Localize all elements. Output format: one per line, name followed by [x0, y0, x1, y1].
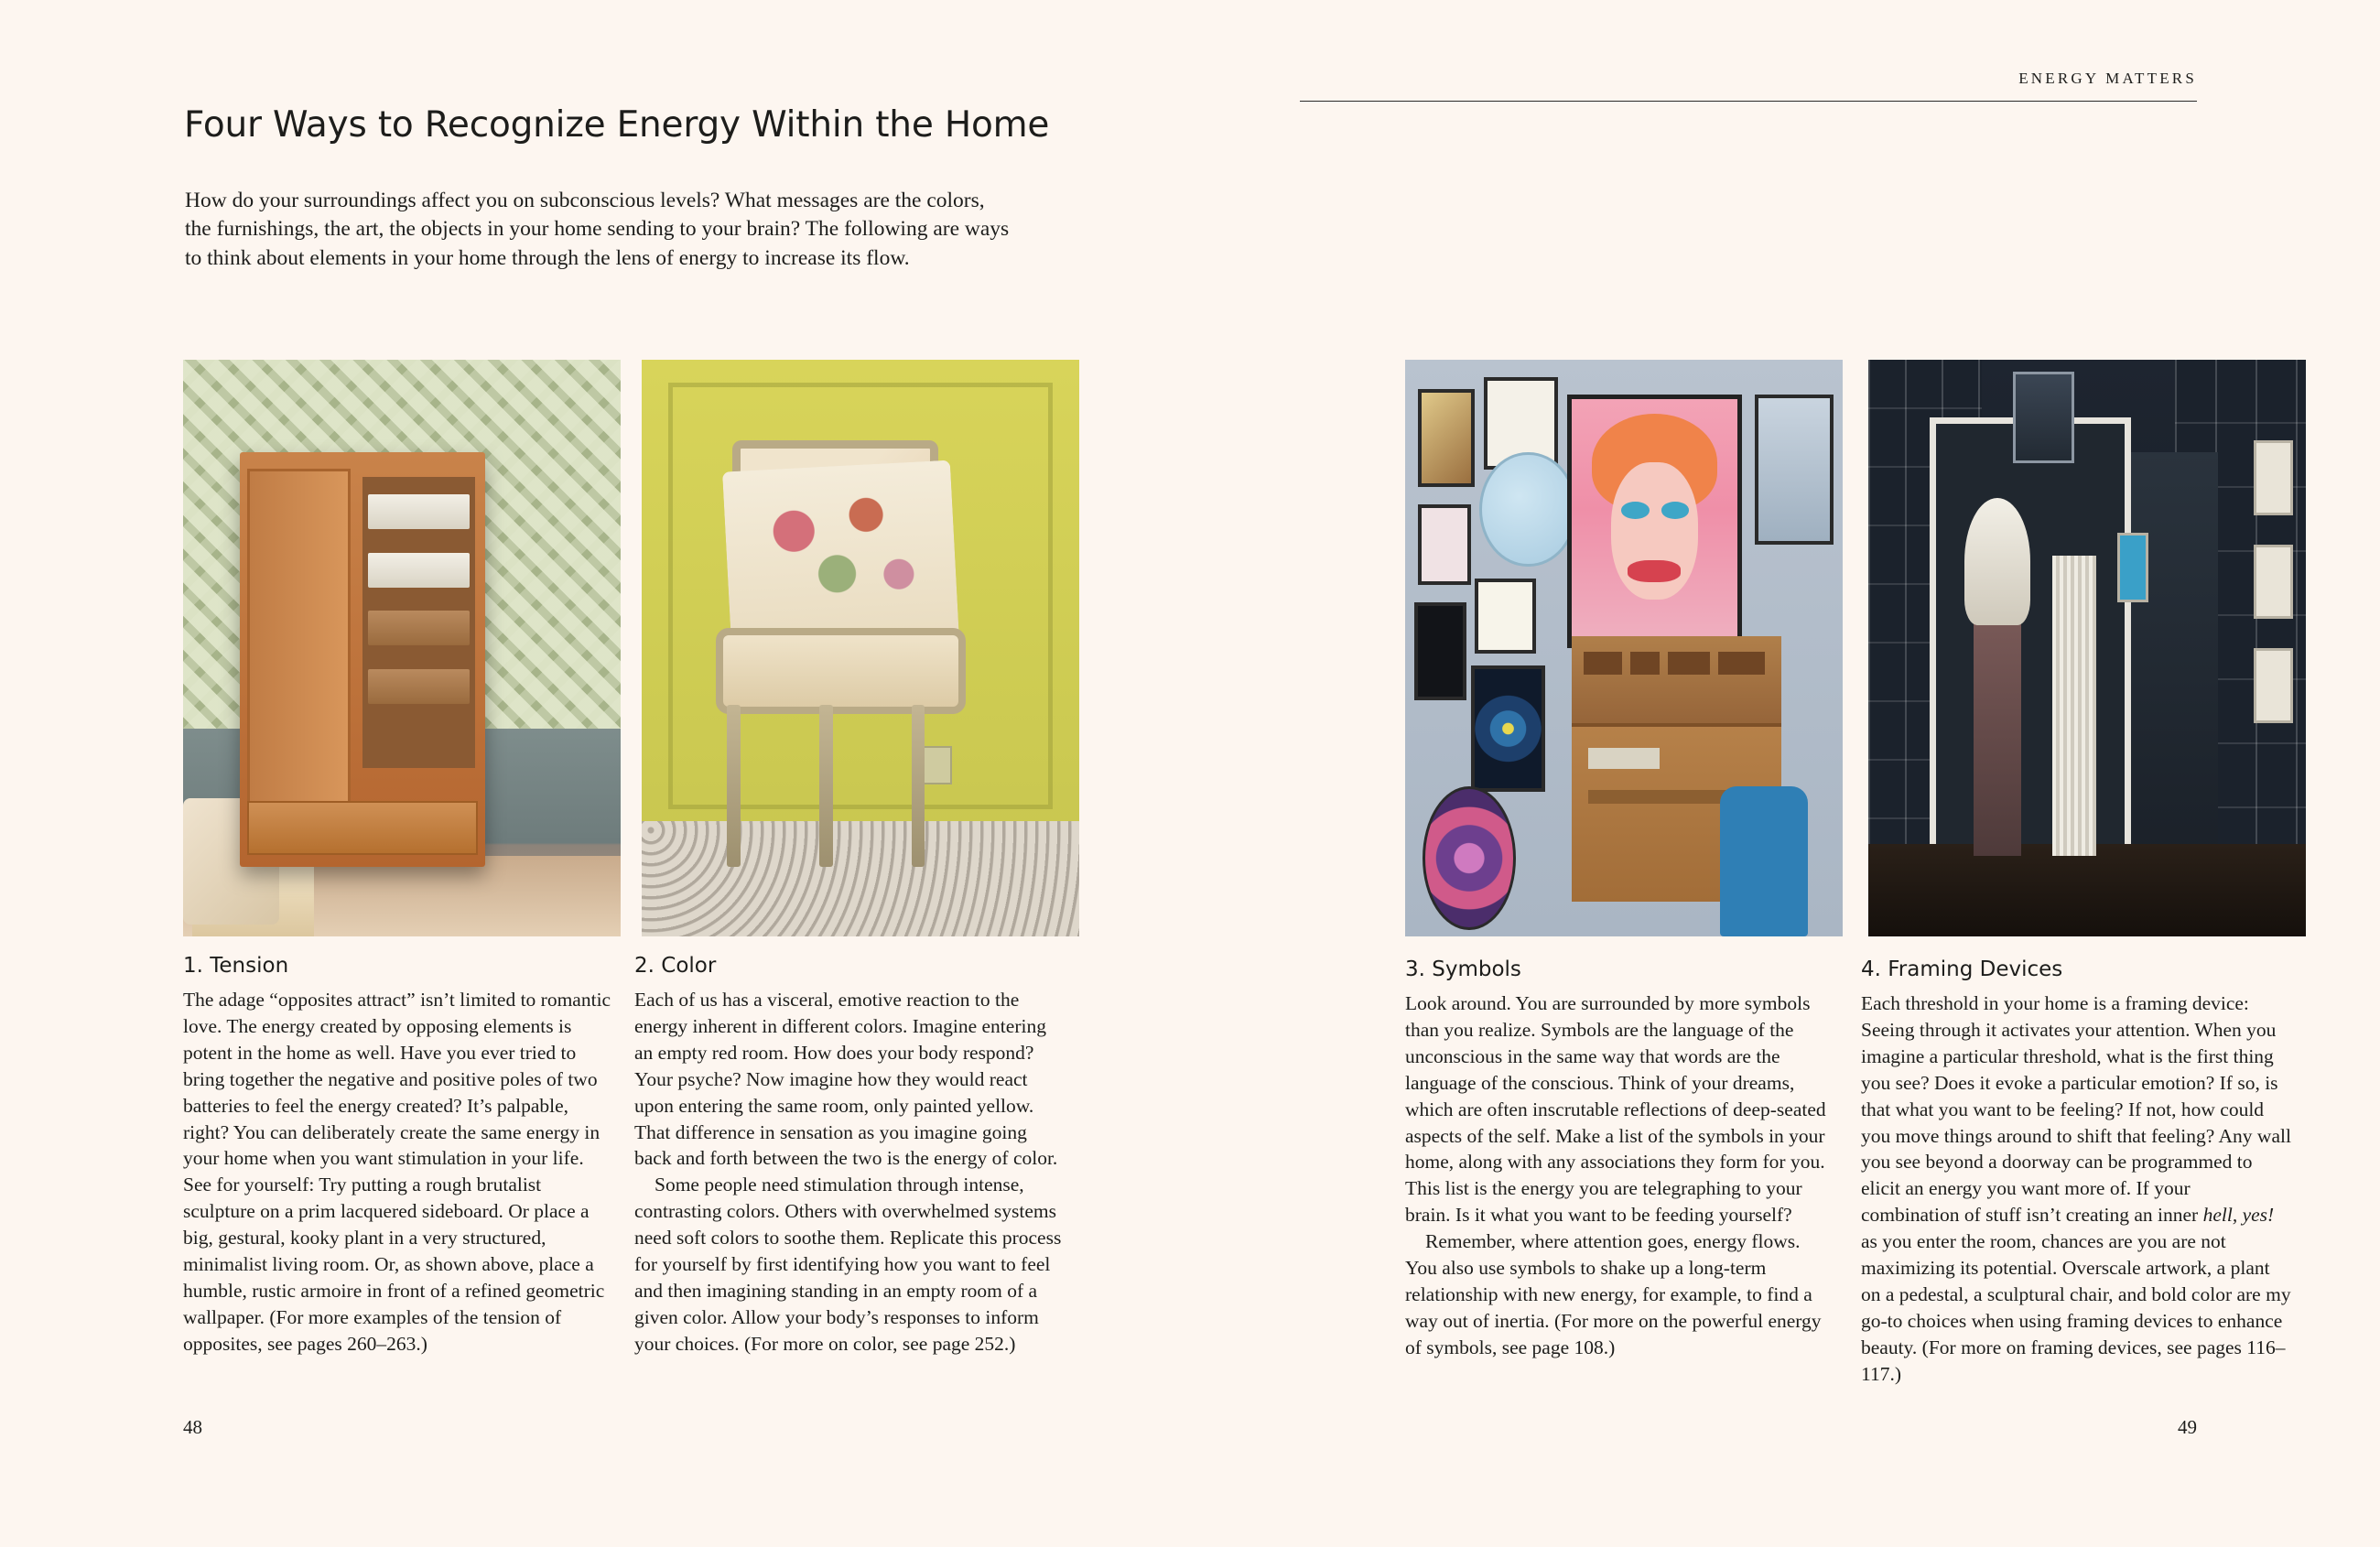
- page-number-right: 49: [2178, 1416, 2197, 1438]
- caption-paragraph: Look around. You are surrounded by more symbols than you realize. Symbols are the language of the unconscious in the same way that words are the language of the conscious. Think of your dreams, which are often inscrutable reflections of deep-seated aspects of the self. Make a list of the symbols in your home, along with any associations they form for you. This list is the energy you are telegraphing to your brain. Is it what you want to be feeding yourself?: [1405, 992, 1826, 1227]
- caption-paragraph: Some people need stimulation through intense, contrasting colors. Others with overwhelmed systems need soft colors to soothe them. Replicate this process for yourself by first identifying how you want to feel and then imagining standing in an empty room of a given color. Allow your body’s responses to inform your choices. (For more on color, see page 252.): [634, 1174, 1062, 1355]
- right-caption-row: [1405, 957, 2291, 1388]
- page-number-left: 48: [183, 1416, 202, 1438]
- caption-heading: 4. Framing Devices: [1861, 957, 2063, 981]
- caption-tension: [183, 954, 613, 1358]
- caption-text: [1861, 990, 2291, 1388]
- caption-heading: 3. Symbols: [1405, 957, 1521, 981]
- caption-paragraph: Remember, where attention goes, energy flows. You also use symbols to shake up a long-term relationship with new energy, for example, to find a way out of inertia. (For more on the powerful energy of symbols, see page 108.): [1405, 1230, 1822, 1358]
- photo-color: [642, 360, 1079, 936]
- running-head: ENERGY MATTERS: [2018, 70, 2197, 87]
- photo-tension: [183, 360, 621, 936]
- caption-framing-devices: [1861, 957, 2291, 1388]
- left-caption-row: [183, 954, 1065, 1358]
- caption-text: [634, 987, 1065, 1358]
- caption-color: [634, 954, 1065, 1358]
- caption-text: [1405, 990, 1835, 1361]
- caption-heading: 2. Color: [634, 954, 717, 978]
- caption-heading: 1. Tension: [183, 954, 289, 978]
- caption-text: [183, 987, 613, 1358]
- left-image-row: [183, 360, 1079, 936]
- header-rule: [1300, 101, 2197, 102]
- caption-symbols: [1405, 957, 1835, 1388]
- caption-paragraph: Each threshold in your home is a framing device: Seeing through it activates your attention. When you imagine a particular threshold, what is the first thing you see? Does it evoke a particular emotion? If so, is that what you want to be feeling? If not, how could you move things around to shift that feeling? Any wall you see beyond a doorway can be programmed to elicit an energy you want more of. If your combination of stuff isn’t creating an inner hell, yes! as you enter the room, chances are you are not maximizing its potential. Overscale artwork, a plant on a pedestal, a sculptural chair, and bold color are my go-to choices when using framing devices to enhance beauty. (For more on framing devices, see pages 116–117.): [1861, 992, 2291, 1385]
- caption-paragraph: Each of us has a visceral, emotive reaction to the energy inherent in different colors. Imagine entering an empty red room. How does your body respond? Your psyche? Now imagine how they would react upon entering the same room, only painted yellow. That difference in sensation as you imagine going back and forth between the two is the energy of color.: [634, 989, 1058, 1170]
- page-title: Four Ways to Recognize Energy Within the Home: [184, 104, 1050, 146]
- running-head-container: [1300, 70, 2197, 88]
- caption-paragraph: The adage “opposites attract” isn’t limited to romantic love. The energy created by opposing elements is potent in the home as well. Have you ever tried to bring together the negative and positive poles of two batteries to feel the energy created? It’s palpable, right? You can deliberately create the same energy in your home when you want stimulation in your life. See for yourself: Try putting a rough brutalist sculpture on a prim lacquered sideboard. Or place a big, gestural, kooky plant in a very structured, minimalist living room. Or, as shown above, place a humble, rustic armoire in front of a refined geometric wallpaper. (For more examples of the tension of opposites, see pages 260–263.): [183, 989, 611, 1355]
- right-image-row: [1405, 360, 2306, 936]
- intro-paragraph: How do your surroundings affect you on subconscious levels? What messages are the colors, the furnishings, the art, the objects in your home sending to your brain? The following are ways to think about elements in your home through the lens of energy to increase its flow.: [185, 189, 1010, 270]
- photo-framing-devices: [1868, 360, 2306, 936]
- photo-symbols: [1405, 360, 1843, 936]
- right-page: [1190, 0, 2380, 1547]
